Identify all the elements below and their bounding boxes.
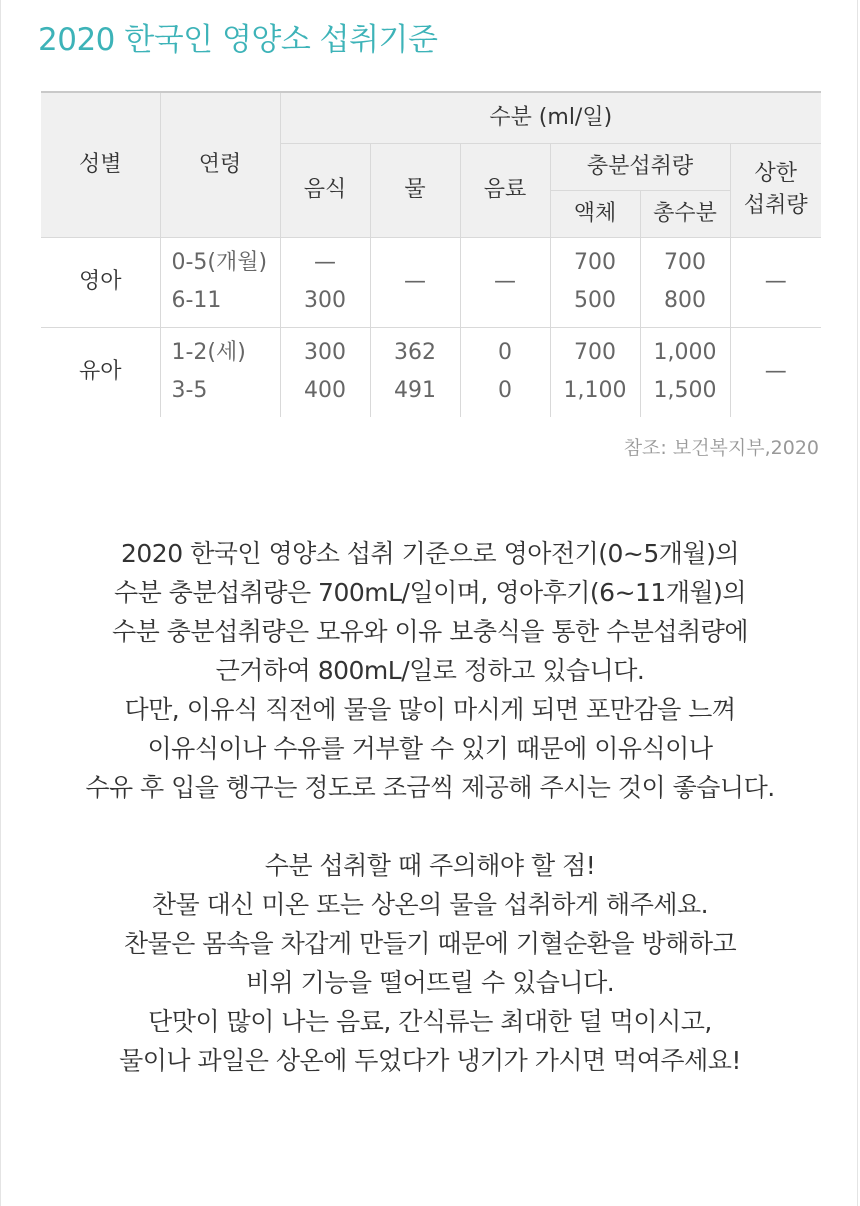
food-value: —: [314, 250, 336, 275]
liquid-value: 700: [574, 340, 616, 366]
total-water-value: 800: [664, 288, 706, 313]
header-water: 수분 (ml/일): [280, 92, 821, 143]
age-value: 3-5: [171, 378, 208, 404]
total-water-cell: [640, 237, 730, 327]
plain-water-value: 362: [394, 340, 436, 366]
table-row: [41, 327, 821, 417]
row-group-infant: 영아: [41, 237, 160, 327]
row-ages: [160, 237, 280, 327]
text-line: 단맛이 많이 나는 음료, 간식류는 최대한 덜 먹이시고,: [148, 1007, 712, 1036]
age-value: 1-2(세): [171, 340, 246, 366]
header-plain-water: 물: [370, 143, 460, 237]
header-food: 음식: [280, 143, 370, 237]
table-row: [41, 237, 821, 327]
text-line: 이유식이나 수유를 거부할 수 있기 때문에 이유식이나: [147, 734, 713, 763]
body-text: [0, 534, 860, 1080]
liquid-cell: [550, 237, 640, 327]
text-line: 2020 한국인 영양소 섭취 기준으로 영아전기(0~5개월)의: [121, 539, 739, 568]
beverage-value: —: [494, 269, 516, 294]
plain-water-value: —: [404, 269, 426, 294]
age-value: 6-11: [171, 288, 222, 313]
text-line: 근거하여 800mL/일로 정하고 있습니다.: [215, 656, 645, 685]
text-line: 다만, 이유식 직전에 물을 많이 마시게 되면 포만감을 느껴: [124, 695, 736, 724]
page-title: 2020 한국인 영양소 섭취기준: [38, 22, 438, 58]
food-cell: [280, 327, 370, 417]
row-ages: [160, 327, 280, 417]
plain-water-value: 491: [394, 378, 436, 404]
total-water-value: 1,000: [653, 340, 717, 366]
age-value: 0-5(개월): [171, 250, 268, 275]
header-beverage: 음료: [460, 143, 550, 237]
text-line: 수분 충분섭취량은 모유와 이유 보충식을 통한 수분섭취량에: [112, 617, 748, 646]
beverage-cell: [460, 237, 550, 327]
header-sex: 성별: [41, 92, 160, 237]
text-line: 수유 후 입을 헹구는 정도로 조금씩 제공해 주시는 것이 좋습니다.: [85, 773, 775, 802]
food-cell: [280, 237, 370, 327]
plain-water-cell: [370, 327, 460, 417]
liquid-value: 500: [574, 288, 616, 313]
total-water-value: 1,500: [653, 378, 717, 404]
liquid-value: 1,100: [563, 378, 627, 404]
upper-limit-value: —: [764, 269, 787, 294]
text-line: 물이나 과일은 상온에 두었다가 냉기가 가시면 먹여주세요!: [119, 1046, 741, 1075]
total-water-value: 700: [664, 250, 706, 275]
intake-guidance-paragraph: [0, 534, 860, 807]
text-line: 찬물 대신 미온 또는 상온의 물을 섭취하게 해주세요.: [151, 890, 709, 919]
beverage-cell: [460, 327, 550, 417]
header-upper-limit-line: 섭취량: [743, 193, 808, 218]
plain-water-cell: [370, 237, 460, 327]
upper-limit-cell: [730, 327, 821, 417]
header-age: 연령: [160, 92, 280, 237]
header-total-water: 총수분: [640, 190, 730, 237]
beverage-value: 0: [498, 340, 512, 366]
header-upper-limit: [730, 143, 821, 237]
beverage-value: 0: [498, 378, 512, 404]
row-group-toddler: 유아: [41, 327, 160, 417]
source-note: 참조: 보건복지부,2020: [623, 437, 819, 459]
food-value: 400: [304, 378, 346, 404]
food-value: 300: [304, 288, 346, 313]
upper-limit-cell: [730, 237, 821, 327]
header-liquid: 액체: [550, 190, 640, 237]
liquid-value: 700: [574, 250, 616, 275]
caution-paragraph: [0, 846, 860, 1080]
header-upper-limit-line: 상한: [754, 161, 797, 186]
total-water-cell: [640, 327, 730, 417]
header-adequate-intake: 충분섭취량: [550, 143, 730, 190]
water-intake-table: [41, 91, 821, 417]
food-value: 300: [304, 340, 346, 366]
text-line: 수분 섭취할 때 주의해야 할 점!: [264, 851, 596, 880]
upper-limit-value: —: [764, 359, 787, 385]
text-line: 수분 충분섭취량은 700mL/일이며, 영아후기(6~11개월)의: [113, 578, 747, 607]
liquid-cell: [550, 327, 640, 417]
text-line: 비위 기능을 떨어뜨릴 수 있습니다.: [245, 968, 615, 997]
text-line: 찬물은 몸속을 차갑게 만들기 때문에 기혈순환을 방해하고: [123, 929, 737, 958]
